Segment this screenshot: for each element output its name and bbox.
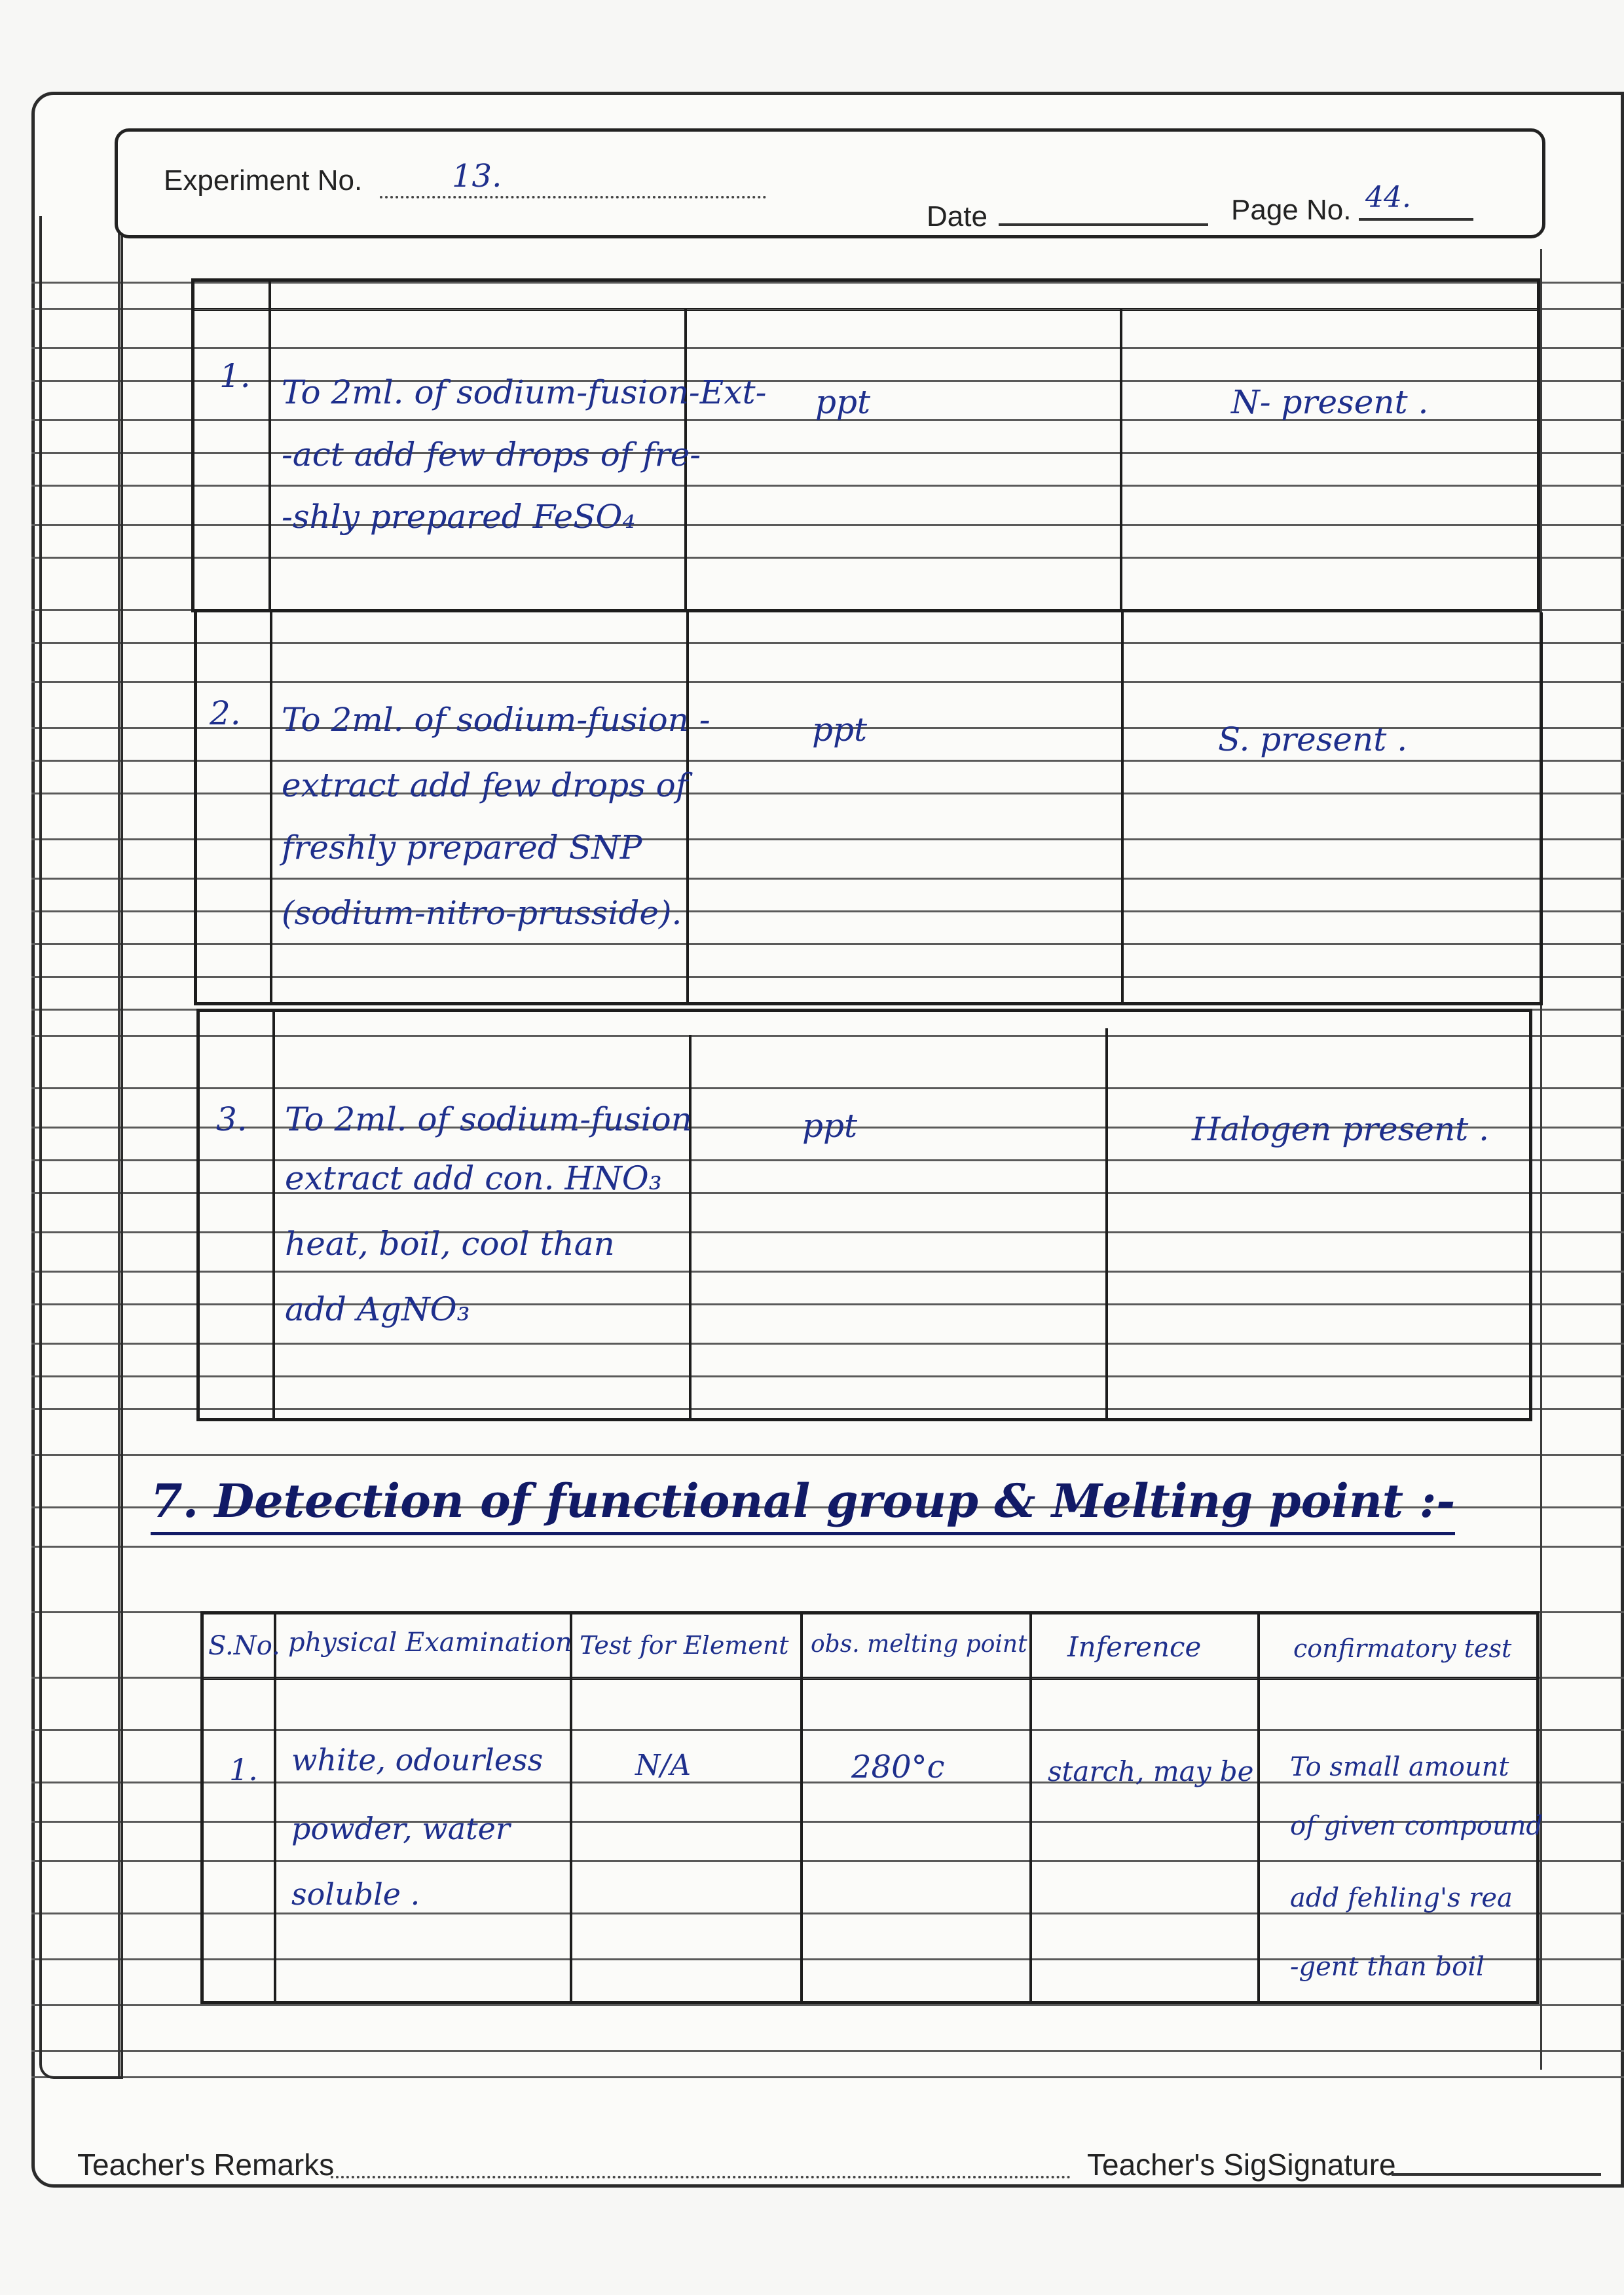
test-2-inference: S. present . <box>1218 720 1408 758</box>
col-header-melting: obs. melting point <box>811 1631 1027 1658</box>
experiment-field-line <box>380 196 766 198</box>
row-1-confirm-4: -gent than boil <box>1290 1952 1485 1982</box>
teacher-remarks-label: Teacher's Remarks <box>77 2148 335 2182</box>
teacher-signature-label: Teacher's SigSignature <box>1087 2148 1396 2182</box>
ruled-line <box>31 2004 1624 2006</box>
col-header-sno: S.No. <box>208 1631 280 1661</box>
signature-line <box>1392 2173 1601 2176</box>
divider <box>268 278 271 612</box>
divider <box>200 1677 1540 1680</box>
row-1-confirm-2: of given compound <box>1290 1811 1543 1841</box>
page-value: 44. <box>1365 181 1411 214</box>
test-3-line-3: heat, boil, cool than <box>285 1225 615 1263</box>
divider <box>800 1611 803 2004</box>
test-1-line-1: To 2ml. of sodium-fusion-Ext- <box>282 373 767 411</box>
test-3-line-2: extract add con. HNO₃ <box>285 1159 662 1197</box>
test-block-2 <box>194 612 1543 1005</box>
test-3-line-4: add AgNO₃ <box>285 1290 470 1328</box>
col-header-inference: Inference <box>1067 1631 1202 1663</box>
date-field-line <box>999 223 1208 226</box>
page-label: Page No. <box>1231 194 1352 226</box>
test-1-number: 1. <box>219 357 251 395</box>
test-1-observation: ppt <box>815 383 871 421</box>
col-header-test: Test for Element <box>580 1631 789 1660</box>
test-2-line-3: freshly prepared SNP <box>282 829 642 867</box>
page-field-line <box>1359 218 1473 221</box>
remarks-line <box>331 2176 1071 2178</box>
section-heading: 7. Detection of functional group & Melting point :- <box>151 1474 1455 1535</box>
functional-group-table <box>200 1611 1540 2004</box>
experiment-label: Experiment No. <box>164 164 363 196</box>
date-label: Date <box>927 200 987 233</box>
test-2-observation: ppt <box>812 711 868 749</box>
divider <box>270 612 272 1005</box>
left-margin <box>39 216 123 2079</box>
row-1-test: N/A <box>635 1749 692 1782</box>
divider <box>1257 1611 1260 2004</box>
divider <box>191 308 1540 311</box>
divider <box>1120 308 1122 612</box>
col-header-confirmatory: confirmatory test <box>1293 1634 1512 1663</box>
test-2-line-2: extract add few drops of <box>282 766 688 804</box>
row-1-inference: starch, may be <box>1048 1755 1254 1787</box>
divider <box>689 1035 692 1421</box>
experiment-value: 13. <box>452 158 502 195</box>
row-1-physical-2: powder, water <box>291 1811 510 1846</box>
test-2-line-4: (sodium-nitro-prusside). <box>282 894 682 932</box>
ruled-line <box>31 2076 1624 2078</box>
row-1-physical-3: soluble . <box>291 1876 420 1912</box>
row-1-confirm-3: add fehling's rea <box>1290 1883 1513 1913</box>
margin-rule <box>1540 249 1542 2070</box>
test-1-line-3: -shly prepared FeSO₄ <box>282 498 636 536</box>
row-1-number: 1. <box>229 1752 258 1787</box>
divider <box>570 1611 572 2004</box>
test-1-line-2: -act add few drops of fre- <box>282 436 701 474</box>
ruled-line <box>31 1454 1624 1456</box>
test-3-line-1: To 2ml. of sodium-fusion <box>285 1100 692 1138</box>
test-2-number: 2. <box>210 694 241 732</box>
test-3-inference: Halogen present . <box>1192 1110 1490 1148</box>
test-block-3 <box>196 1009 1532 1421</box>
row-1-physical-1: white, odourless <box>291 1742 544 1778</box>
ruled-line <box>31 1546 1624 1548</box>
divider <box>272 1009 275 1421</box>
test-1-inference: N- present . <box>1231 383 1429 421</box>
test-2-line-1: To 2ml. of sodium-fusion - <box>282 701 710 739</box>
divider <box>1105 1028 1108 1421</box>
divider <box>686 612 689 1005</box>
row-1-melting: 280°c <box>851 1749 945 1785</box>
page-header <box>115 128 1545 238</box>
test-3-observation: ppt <box>802 1107 858 1145</box>
test-3-number: 3. <box>216 1100 248 1138</box>
divider <box>274 1611 276 2004</box>
divider <box>1029 1611 1032 2004</box>
ruled-line <box>31 2050 1624 2052</box>
row-1-confirm-1: To small amount <box>1290 1752 1509 1782</box>
col-header-physical: physical Examination <box>288 1628 572 1658</box>
divider <box>1121 612 1124 1005</box>
